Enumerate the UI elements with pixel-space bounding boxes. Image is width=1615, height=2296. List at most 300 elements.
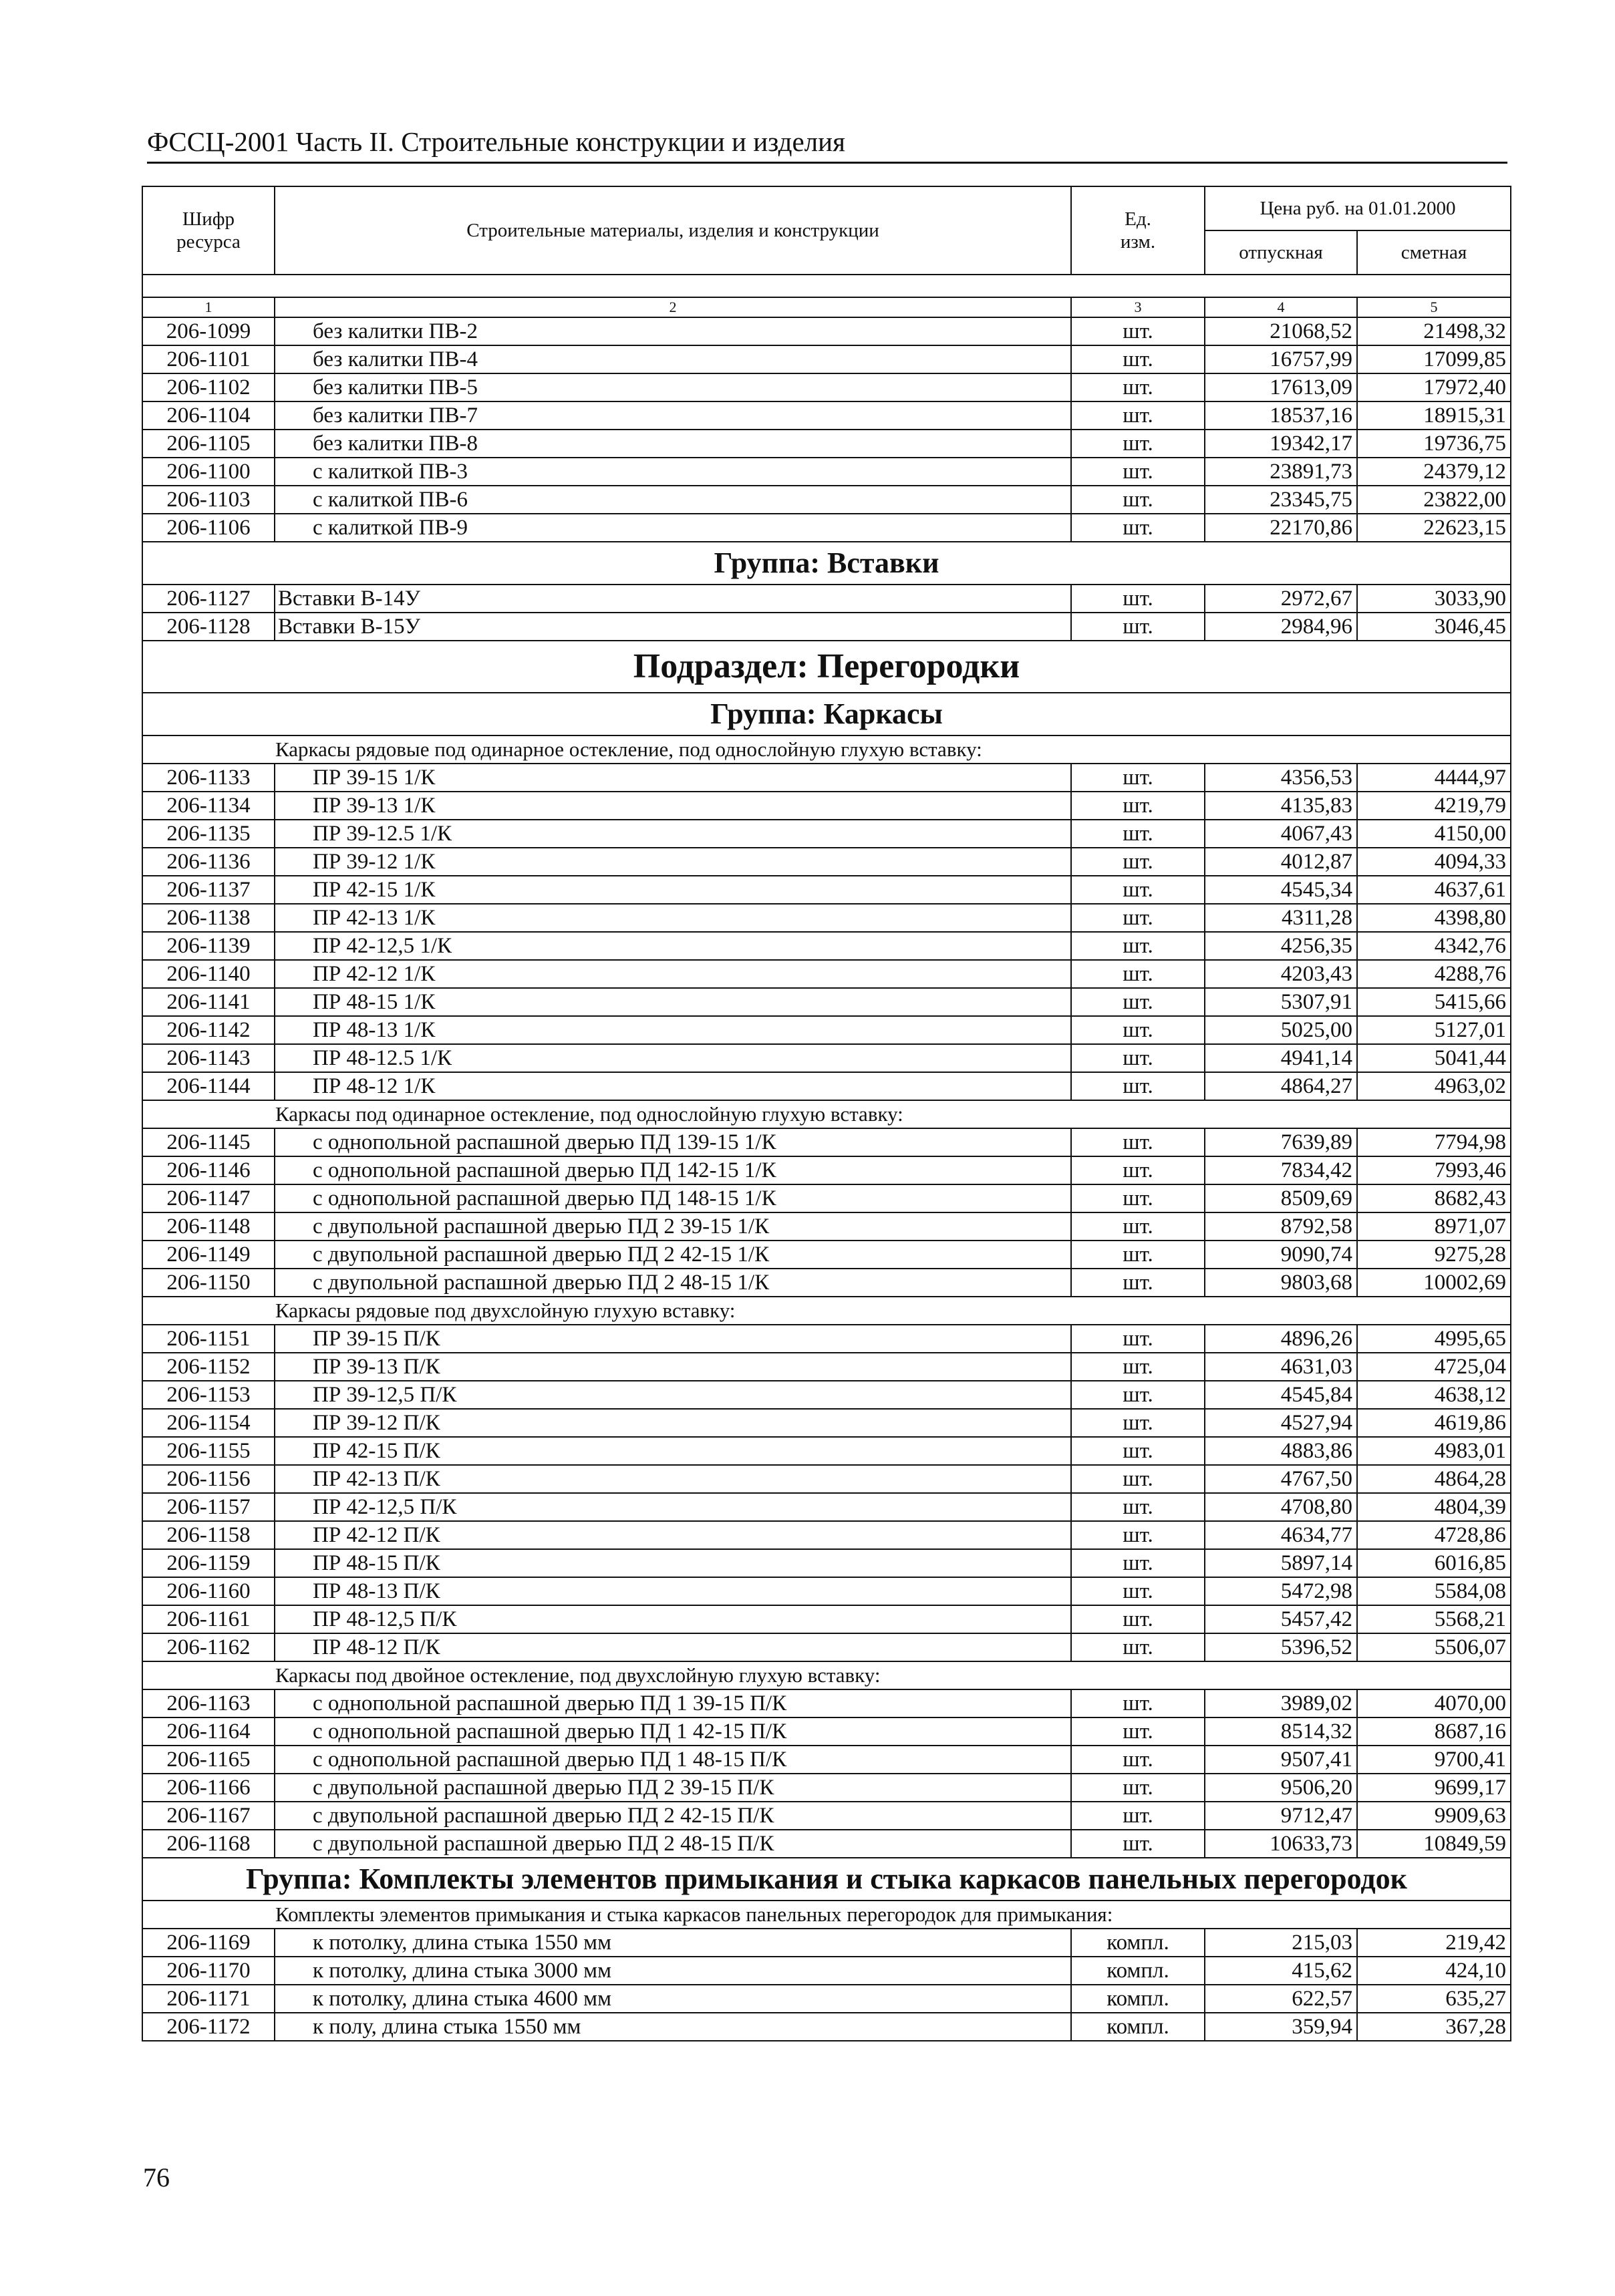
release-price: 5457,42 [1205, 1605, 1357, 1633]
item-name: с двупольной распашной дверью ПД 2 48-15 П/К [275, 1830, 1071, 1858]
price-table [142, 186, 1511, 2041]
estimate-price: 19736,75 [1357, 430, 1511, 458]
subheading-text: Каркасы под одинарное остекление, под однослойную глухую вставку: [142, 1100, 1511, 1128]
unit-cell: шт. [1071, 1212, 1205, 1241]
estimate-price: 635,27 [1357, 1985, 1511, 2013]
unit-cell: шт. [1071, 1156, 1205, 1184]
release-price: 9803,68 [1205, 1269, 1357, 1297]
column-number: 3 [1071, 297, 1205, 317]
release-price: 4356,53 [1205, 764, 1357, 792]
release-price: 4634,77 [1205, 1521, 1357, 1549]
group-title: Группа: Вставки [142, 542, 1511, 585]
unit-cell: шт. [1071, 486, 1205, 514]
release-price: 19342,17 [1205, 430, 1357, 458]
unit-cell: шт. [1071, 345, 1205, 373]
release-price: 4708,80 [1205, 1493, 1357, 1521]
table-row [142, 848, 1511, 876]
resource-code: 206-1141 [142, 988, 275, 1016]
table-row [142, 1212, 1511, 1241]
estimate-price: 4398,80 [1357, 904, 1511, 932]
resource-code: 206-1138 [142, 904, 275, 932]
resource-code: 206-1149 [142, 1241, 275, 1269]
release-price: 4545,84 [1205, 1381, 1357, 1409]
header-spacer [142, 275, 1511, 297]
table-row [142, 2013, 1511, 2041]
estimate-price: 5506,07 [1357, 1633, 1511, 1661]
release-price: 2984,96 [1205, 613, 1357, 641]
table-row [142, 960, 1511, 988]
header-code: Шифр ресурса [142, 186, 275, 275]
release-price: 4941,14 [1205, 1044, 1357, 1072]
estimate-price: 4804,39 [1357, 1493, 1511, 1521]
table-row [142, 820, 1511, 848]
resource-code: 206-1106 [142, 514, 275, 542]
unit-cell: шт. [1071, 1044, 1205, 1072]
estimate-price: 10002,69 [1357, 1269, 1511, 1297]
resource-code: 206-1169 [142, 1929, 275, 1957]
estimate-price: 22623,15 [1357, 514, 1511, 542]
table-row [142, 1802, 1511, 1830]
resource-code: 206-1101 [142, 345, 275, 373]
estimate-price: 3033,90 [1357, 585, 1511, 613]
release-price: 622,57 [1205, 1985, 1357, 2013]
unit-cell: шт. [1071, 1577, 1205, 1605]
table-row [142, 1521, 1511, 1549]
release-price: 5307,91 [1205, 988, 1357, 1016]
item-name: Вставки В-14У [275, 585, 1071, 613]
unit-cell: шт. [1071, 514, 1205, 542]
estimate-price: 4619,86 [1357, 1409, 1511, 1437]
item-name: ПР 42-15 1/К [275, 876, 1071, 904]
release-price: 415,62 [1205, 1957, 1357, 1985]
unit-cell: шт. [1071, 1072, 1205, 1100]
estimate-price: 3046,45 [1357, 613, 1511, 641]
table-row [142, 1353, 1511, 1381]
table-row [142, 345, 1511, 373]
unit-cell: шт. [1071, 1465, 1205, 1493]
subheading-text: Комплекты элементов примыкания и стыка каркасов панельных перегородок для примыкания: [142, 1901, 1511, 1929]
item-name: ПР 48-13 П/К [275, 1577, 1071, 1605]
subheading-text: Каркасы под двойное остекление, под двухслойную глухую вставку: [142, 1661, 1511, 1689]
item-name: с однопольной распашной дверью ПД 1 42-15 П/К [275, 1717, 1071, 1746]
estimate-price: 17099,85 [1357, 345, 1511, 373]
unit-cell: шт. [1071, 1774, 1205, 1802]
unit-cell: шт. [1071, 1409, 1205, 1437]
resource-code: 206-1100 [142, 458, 275, 486]
table-row [142, 514, 1511, 542]
resource-code: 206-1127 [142, 585, 275, 613]
item-name: с однопольной распашной дверью ПД 142-15 1/К [275, 1156, 1071, 1184]
resource-code: 206-1146 [142, 1156, 275, 1184]
estimate-price: 18915,31 [1357, 401, 1511, 430]
table-row [142, 1325, 1511, 1353]
item-name: с калиткой ПВ-9 [275, 514, 1071, 542]
estimate-price: 4288,76 [1357, 960, 1511, 988]
release-price: 8792,58 [1205, 1212, 1357, 1241]
subheading-row [142, 1901, 1511, 1929]
item-name: без калитки ПВ-2 [275, 317, 1071, 345]
item-name: ПР 48-15 1/К [275, 988, 1071, 1016]
table-row [142, 1929, 1511, 1957]
estimate-price: 4995,65 [1357, 1325, 1511, 1353]
resource-code: 206-1136 [142, 848, 275, 876]
unit-cell: шт. [1071, 792, 1205, 820]
table-row [142, 1016, 1511, 1044]
resource-code: 206-1145 [142, 1128, 275, 1156]
item-name: ПР 48-12 П/К [275, 1633, 1071, 1661]
item-name: с однопольной распашной дверью ПД 1 48-15 П/К [275, 1746, 1071, 1774]
unit-cell: шт. [1071, 1241, 1205, 1269]
resource-code: 206-1102 [142, 373, 275, 401]
item-name: ПР 39-12,5 П/К [275, 1381, 1071, 1409]
release-price: 4864,27 [1205, 1072, 1357, 1100]
table-row [142, 317, 1511, 345]
table-row [142, 486, 1511, 514]
estimate-price: 5127,01 [1357, 1016, 1511, 1044]
unit-cell: шт. [1071, 1746, 1205, 1774]
resource-code: 206-1172 [142, 2013, 275, 2041]
item-name: ПР 48-15 П/К [275, 1549, 1071, 1577]
table-row [142, 401, 1511, 430]
item-name: без калитки ПВ-7 [275, 401, 1071, 430]
resource-code: 206-1155 [142, 1437, 275, 1465]
release-price: 8514,32 [1205, 1717, 1357, 1746]
release-price: 9507,41 [1205, 1746, 1357, 1774]
header-estimate-price: сметная [1357, 230, 1511, 275]
unit-cell: шт. [1071, 1437, 1205, 1465]
estimate-price: 6016,85 [1357, 1549, 1511, 1577]
header-name: Строительные материалы, изделия и конструкции [275, 186, 1071, 275]
unit-cell: шт. [1071, 1521, 1205, 1549]
resource-code: 206-1135 [142, 820, 275, 848]
unit-cell: шт. [1071, 585, 1205, 613]
subheading-row [142, 1297, 1511, 1325]
release-price: 23891,73 [1205, 458, 1357, 486]
group-row [142, 1858, 1511, 1901]
release-price: 4896,26 [1205, 1325, 1357, 1353]
release-price: 4012,87 [1205, 848, 1357, 876]
resource-code: 206-1103 [142, 486, 275, 514]
estimate-price: 21498,32 [1357, 317, 1511, 345]
unit-cell: шт. [1071, 764, 1205, 792]
item-name: к потолку, длина стыка 1550 мм [275, 1929, 1071, 1957]
page-header: ФССЦ-2001 Часть II. Строительные конструкции и изделия [147, 124, 1507, 164]
estimate-price: 8971,07 [1357, 1212, 1511, 1241]
table-row [142, 1985, 1511, 2013]
item-name: с двупольной распашной дверью ПД 2 42-15 П/К [275, 1802, 1071, 1830]
release-price: 4545,34 [1205, 876, 1357, 904]
resource-code: 206-1159 [142, 1549, 275, 1577]
release-price: 16757,99 [1205, 345, 1357, 373]
unit-cell: шт. [1071, 317, 1205, 345]
item-name: ПР 39-15 1/К [275, 764, 1071, 792]
table-row [142, 904, 1511, 932]
table-row [142, 792, 1511, 820]
resource-code: 206-1142 [142, 1016, 275, 1044]
release-price: 4135,83 [1205, 792, 1357, 820]
table-row [142, 1830, 1511, 1858]
unit-cell: шт. [1071, 1549, 1205, 1577]
resource-code: 206-1147 [142, 1184, 275, 1212]
resource-code: 206-1153 [142, 1381, 275, 1409]
column-number: 4 [1205, 297, 1357, 317]
item-name: ПР 42-12,5 1/К [275, 932, 1071, 960]
release-price: 4067,43 [1205, 820, 1357, 848]
item-name: с двупольной распашной дверью ПД 2 48-15 1/К [275, 1269, 1071, 1297]
item-name: с калиткой ПВ-3 [275, 458, 1071, 486]
unit-cell: шт. [1071, 458, 1205, 486]
estimate-price: 424,10 [1357, 1957, 1511, 1985]
unit-cell: шт. [1071, 401, 1205, 430]
estimate-price: 5584,08 [1357, 1577, 1511, 1605]
release-price: 4767,50 [1205, 1465, 1357, 1493]
resource-code: 206-1128 [142, 613, 275, 641]
unit-cell: компл. [1071, 1985, 1205, 2013]
resource-code: 206-1161 [142, 1605, 275, 1633]
table-row [142, 1549, 1511, 1577]
item-name: с двупольной распашной дверью ПД 2 39-15 1/К [275, 1212, 1071, 1241]
estimate-price: 4094,33 [1357, 848, 1511, 876]
resource-code: 206-1152 [142, 1353, 275, 1381]
release-price: 215,03 [1205, 1929, 1357, 1957]
estimate-price: 4219,79 [1357, 792, 1511, 820]
item-name: к потолку, длина стыка 4600 мм [275, 1985, 1071, 2013]
section-row [142, 641, 1511, 693]
table-row [142, 373, 1511, 401]
unit-cell: шт. [1071, 1325, 1205, 1353]
page-number: 76 [143, 2162, 170, 2192]
unit-cell: шт. [1071, 1353, 1205, 1381]
release-price: 21068,52 [1205, 317, 1357, 345]
price-table-container [142, 186, 1510, 2041]
resource-code: 206-1163 [142, 1689, 275, 1717]
table-row [142, 1465, 1511, 1493]
release-price: 18537,16 [1205, 401, 1357, 430]
table-row [142, 988, 1511, 1016]
unit-cell: шт. [1071, 1269, 1205, 1297]
unit-cell: компл. [1071, 1957, 1205, 1985]
item-name: ПР 42-12 1/К [275, 960, 1071, 988]
release-price: 5025,00 [1205, 1016, 1357, 1044]
estimate-price: 23822,00 [1357, 486, 1511, 514]
table-row [142, 1957, 1511, 1985]
release-price: 4311,28 [1205, 904, 1357, 932]
unit-cell: шт. [1071, 1605, 1205, 1633]
release-price: 5897,14 [1205, 1549, 1357, 1577]
resource-code: 206-1168 [142, 1830, 275, 1858]
column-number: 2 [275, 297, 1071, 317]
unit-cell: шт. [1071, 613, 1205, 641]
item-name: ПР 39-13 1/К [275, 792, 1071, 820]
release-price: 4256,35 [1205, 932, 1357, 960]
estimate-price: 5568,21 [1357, 1605, 1511, 1633]
release-price: 23345,75 [1205, 486, 1357, 514]
estimate-price: 4983,01 [1357, 1437, 1511, 1465]
release-price: 8509,69 [1205, 1184, 1357, 1212]
resource-code: 206-1160 [142, 1577, 275, 1605]
table-header [142, 186, 1511, 317]
resource-code: 206-1137 [142, 876, 275, 904]
item-name: ПР 48-12 1/К [275, 1072, 1071, 1100]
resource-code: 206-1104 [142, 401, 275, 430]
item-name: с двупольной распашной дверью ПД 2 39-15 П/К [275, 1774, 1071, 1802]
group-row [142, 693, 1511, 735]
item-name: без калитки ПВ-8 [275, 430, 1071, 458]
estimate-price: 7794,98 [1357, 1128, 1511, 1156]
table-row [142, 1437, 1511, 1465]
resource-code: 206-1151 [142, 1325, 275, 1353]
estimate-price: 17972,40 [1357, 373, 1511, 401]
item-name: с калиткой ПВ-6 [275, 486, 1071, 514]
unit-cell: шт. [1071, 1717, 1205, 1746]
unit-cell: шт. [1071, 1493, 1205, 1521]
item-name: ПР 48-13 1/К [275, 1016, 1071, 1044]
item-name: ПР 39-12 П/К [275, 1409, 1071, 1437]
header-release-price: отпускная [1205, 230, 1357, 275]
subheading-row [142, 1661, 1511, 1689]
table-row [142, 430, 1511, 458]
release-price: 5472,98 [1205, 1577, 1357, 1605]
table-row [142, 1128, 1511, 1156]
resource-code: 206-1134 [142, 792, 275, 820]
item-name: ПР 42-12,5 П/К [275, 1493, 1071, 1521]
release-price: 4527,94 [1205, 1409, 1357, 1437]
item-name: к потолку, длина стыка 3000 мм [275, 1957, 1071, 1985]
unit-cell: компл. [1071, 2013, 1205, 2041]
item-name: ПР 39-12 1/К [275, 848, 1071, 876]
table-row [142, 613, 1511, 641]
estimate-price: 24379,12 [1357, 458, 1511, 486]
group-title: Группа: Каркасы [142, 693, 1511, 735]
unit-cell: шт. [1071, 904, 1205, 932]
estimate-price: 9700,41 [1357, 1746, 1511, 1774]
table-row [142, 458, 1511, 486]
release-price: 10633,73 [1205, 1830, 1357, 1858]
release-price: 9090,74 [1205, 1241, 1357, 1269]
table-row [142, 1184, 1511, 1212]
release-price: 4883,86 [1205, 1437, 1357, 1465]
item-name: ПР 39-13 П/К [275, 1353, 1071, 1381]
estimate-price: 4637,61 [1357, 876, 1511, 904]
resource-code: 206-1162 [142, 1633, 275, 1661]
release-price: 4631,03 [1205, 1353, 1357, 1381]
release-price: 5396,52 [1205, 1633, 1357, 1661]
item-name: с однопольной распашной дверью ПД 139-15 1/К [275, 1128, 1071, 1156]
unit-cell: шт. [1071, 1689, 1205, 1717]
item-name: без калитки ПВ-5 [275, 373, 1071, 401]
estimate-price: 367,28 [1357, 2013, 1511, 2041]
unit-cell: шт. [1071, 988, 1205, 1016]
section-title: Подраздел: Перегородки [142, 641, 1511, 693]
item-name: к полу, длина стыка 1550 мм [275, 2013, 1071, 2041]
release-price: 7639,89 [1205, 1128, 1357, 1156]
estimate-price: 4444,97 [1357, 764, 1511, 792]
resource-code: 206-1167 [142, 1802, 275, 1830]
estimate-price: 10849,59 [1357, 1830, 1511, 1858]
item-name: ПР 42-15 П/К [275, 1437, 1071, 1465]
release-price: 17613,09 [1205, 373, 1357, 401]
estimate-price: 9699,17 [1357, 1774, 1511, 1802]
item-name: без калитки ПВ-4 [275, 345, 1071, 373]
resource-code: 206-1154 [142, 1409, 275, 1437]
estimate-price: 4725,04 [1357, 1353, 1511, 1381]
item-name: ПР 48-12,5 П/К [275, 1605, 1071, 1633]
unit-cell: шт. [1071, 876, 1205, 904]
table-body [142, 317, 1511, 2041]
table-row [142, 1689, 1511, 1717]
item-name: ПР 42-13 П/К [275, 1465, 1071, 1493]
item-name: с однопольной распашной дверью ПД 148-15 1/К [275, 1184, 1071, 1212]
estimate-price: 4070,00 [1357, 1689, 1511, 1717]
column-number: 5 [1357, 297, 1511, 317]
resource-code: 206-1139 [142, 932, 275, 960]
table-row [142, 1072, 1511, 1100]
unit-cell: шт. [1071, 373, 1205, 401]
item-name: ПР 42-13 1/К [275, 904, 1071, 932]
unit-cell: шт. [1071, 1381, 1205, 1409]
table-row [142, 876, 1511, 904]
column-number: 1 [142, 297, 275, 317]
release-price: 359,94 [1205, 2013, 1357, 2041]
table-row [142, 1605, 1511, 1633]
estimate-price: 9275,28 [1357, 1241, 1511, 1269]
resource-code: 206-1165 [142, 1746, 275, 1774]
resource-code: 206-1156 [142, 1465, 275, 1493]
group-row [142, 542, 1511, 585]
resource-code: 206-1171 [142, 1985, 275, 2013]
resource-code: 206-1157 [142, 1493, 275, 1521]
item-name: ПР 39-12.5 1/К [275, 820, 1071, 848]
unit-cell: шт. [1071, 1128, 1205, 1156]
release-price: 4203,43 [1205, 960, 1357, 988]
item-name: Вставки В-15У [275, 613, 1071, 641]
group-title: Группа: Комплекты элементов примыкания и стыка каркасов панельных перегородок [142, 1858, 1511, 1901]
estimate-price: 9909,63 [1357, 1802, 1511, 1830]
unit-cell: компл. [1071, 1929, 1205, 1957]
table-row [142, 1577, 1511, 1605]
estimate-price: 219,42 [1357, 1929, 1511, 1957]
unit-cell: шт. [1071, 848, 1205, 876]
table-row [142, 1156, 1511, 1184]
resource-code: 206-1140 [142, 960, 275, 988]
resource-code: 206-1148 [142, 1212, 275, 1241]
estimate-price: 4864,28 [1357, 1465, 1511, 1493]
unit-cell: шт. [1071, 1016, 1205, 1044]
unit-cell: шт. [1071, 1830, 1205, 1858]
subheading-text: Каркасы рядовые под двухслойную глухую вставку: [142, 1297, 1511, 1325]
resource-code: 206-1133 [142, 764, 275, 792]
estimate-price: 4638,12 [1357, 1381, 1511, 1409]
estimate-price: 4728,86 [1357, 1521, 1511, 1549]
resource-code: 206-1105 [142, 430, 275, 458]
release-price: 9712,47 [1205, 1802, 1357, 1830]
unit-cell: шт. [1071, 430, 1205, 458]
unit-cell: шт. [1071, 960, 1205, 988]
subheading-text: Каркасы рядовые под одинарное остекление, под однослойную глухую вставку: [142, 735, 1511, 764]
resource-code: 206-1158 [142, 1521, 275, 1549]
unit-cell: шт. [1071, 932, 1205, 960]
resource-code: 206-1143 [142, 1044, 275, 1072]
resource-code: 206-1150 [142, 1269, 275, 1297]
table-row [142, 1044, 1511, 1072]
estimate-price: 5041,44 [1357, 1044, 1511, 1072]
estimate-price: 4150,00 [1357, 820, 1511, 848]
table-row [142, 1409, 1511, 1437]
subheading-row [142, 1100, 1511, 1128]
release-price: 2972,67 [1205, 585, 1357, 613]
release-price: 9506,20 [1205, 1774, 1357, 1802]
header-price: Цена руб. на 01.01.2000 [1205, 186, 1511, 230]
